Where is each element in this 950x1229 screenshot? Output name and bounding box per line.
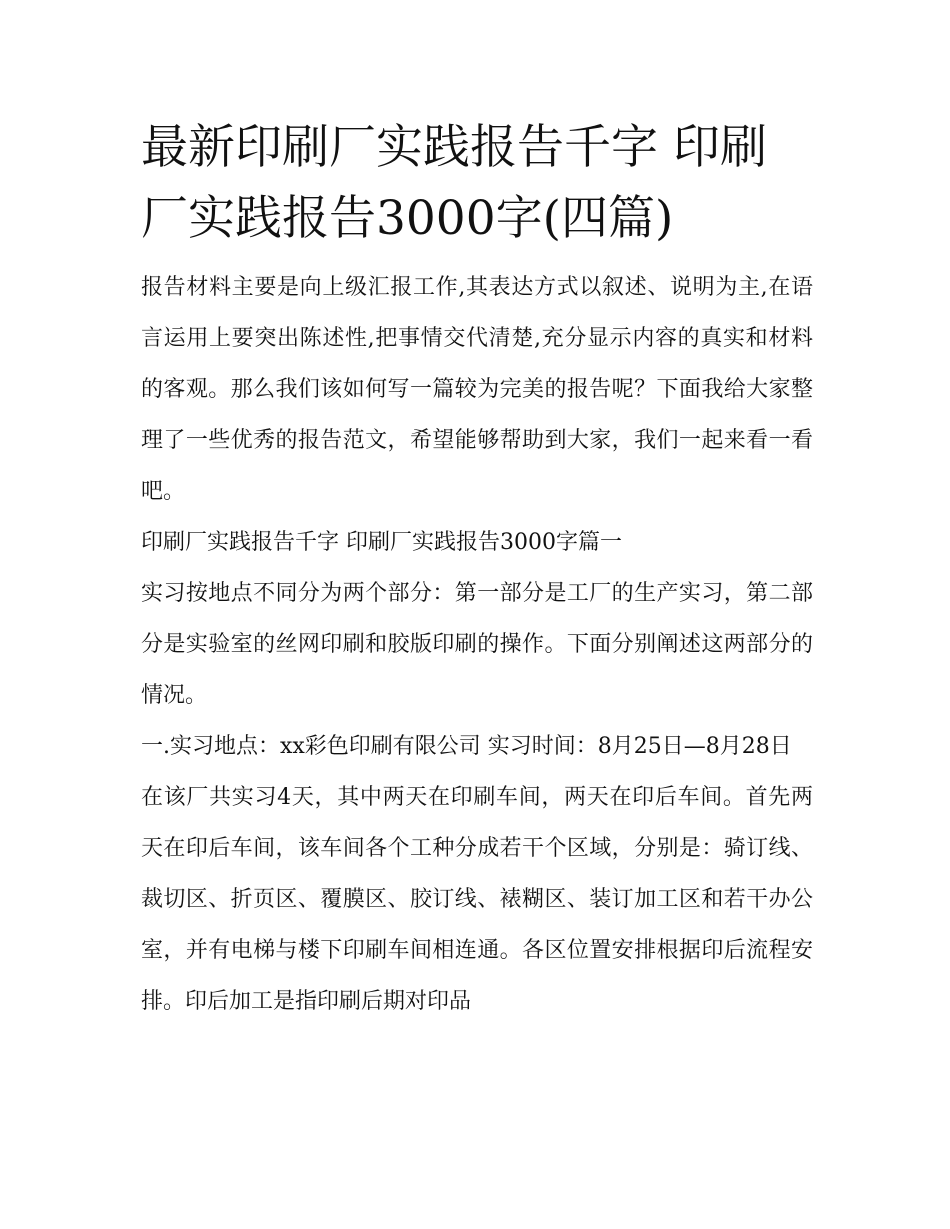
intro-paragraph: 报告材料主要是向上级汇报工作,其表达方式以叙述、说明为主,在语言运用上要突出陈述性,把事情交代清楚,充分显示内容的真实和材料的客观。那么我们该如何写一篇较为完美的报告呢？下面我给大家整理了一些优秀的报告范文，希望能够帮助到大家，我们一起来看一看吧。 xyxy=(141,275,813,504)
document-page xyxy=(141,112,813,1027)
body-paragraph: 实习按地点不同分为两个部分：第一部分是工厂的生产实习，第二部分是实验室的丝网印刷和胶版印刷的操作。下面分别阐述这两部分的情况。 xyxy=(141,581,813,708)
body-paragraph: 一.实习地点：xx彩色印刷有限公司 实习时间：8月25日—8月28日 xyxy=(141,734,792,759)
section-heading: 印刷厂实践报告千字 印刷厂实践报告3000字篇一 xyxy=(141,530,622,555)
document-title: 最新印刷厂实践报告千字 印刷厂实践报告3000字(四篇) xyxy=(141,120,767,246)
body-paragraph: 在该厂共实习4天，其中两天在印刷车间，两天在印后车间。首先两天在印后车间，该车间各个工种分成若干个区域，分别是：骑订线、裁切区、折页区、覆膜区、胶订线、裱糊区、装订加工区和若干办公室，并有电梯与楼下印刷车间相连通。各区位置安排根据印后流程安排。印后加工是指印刷后期对印品 xyxy=(141,785,813,1014)
